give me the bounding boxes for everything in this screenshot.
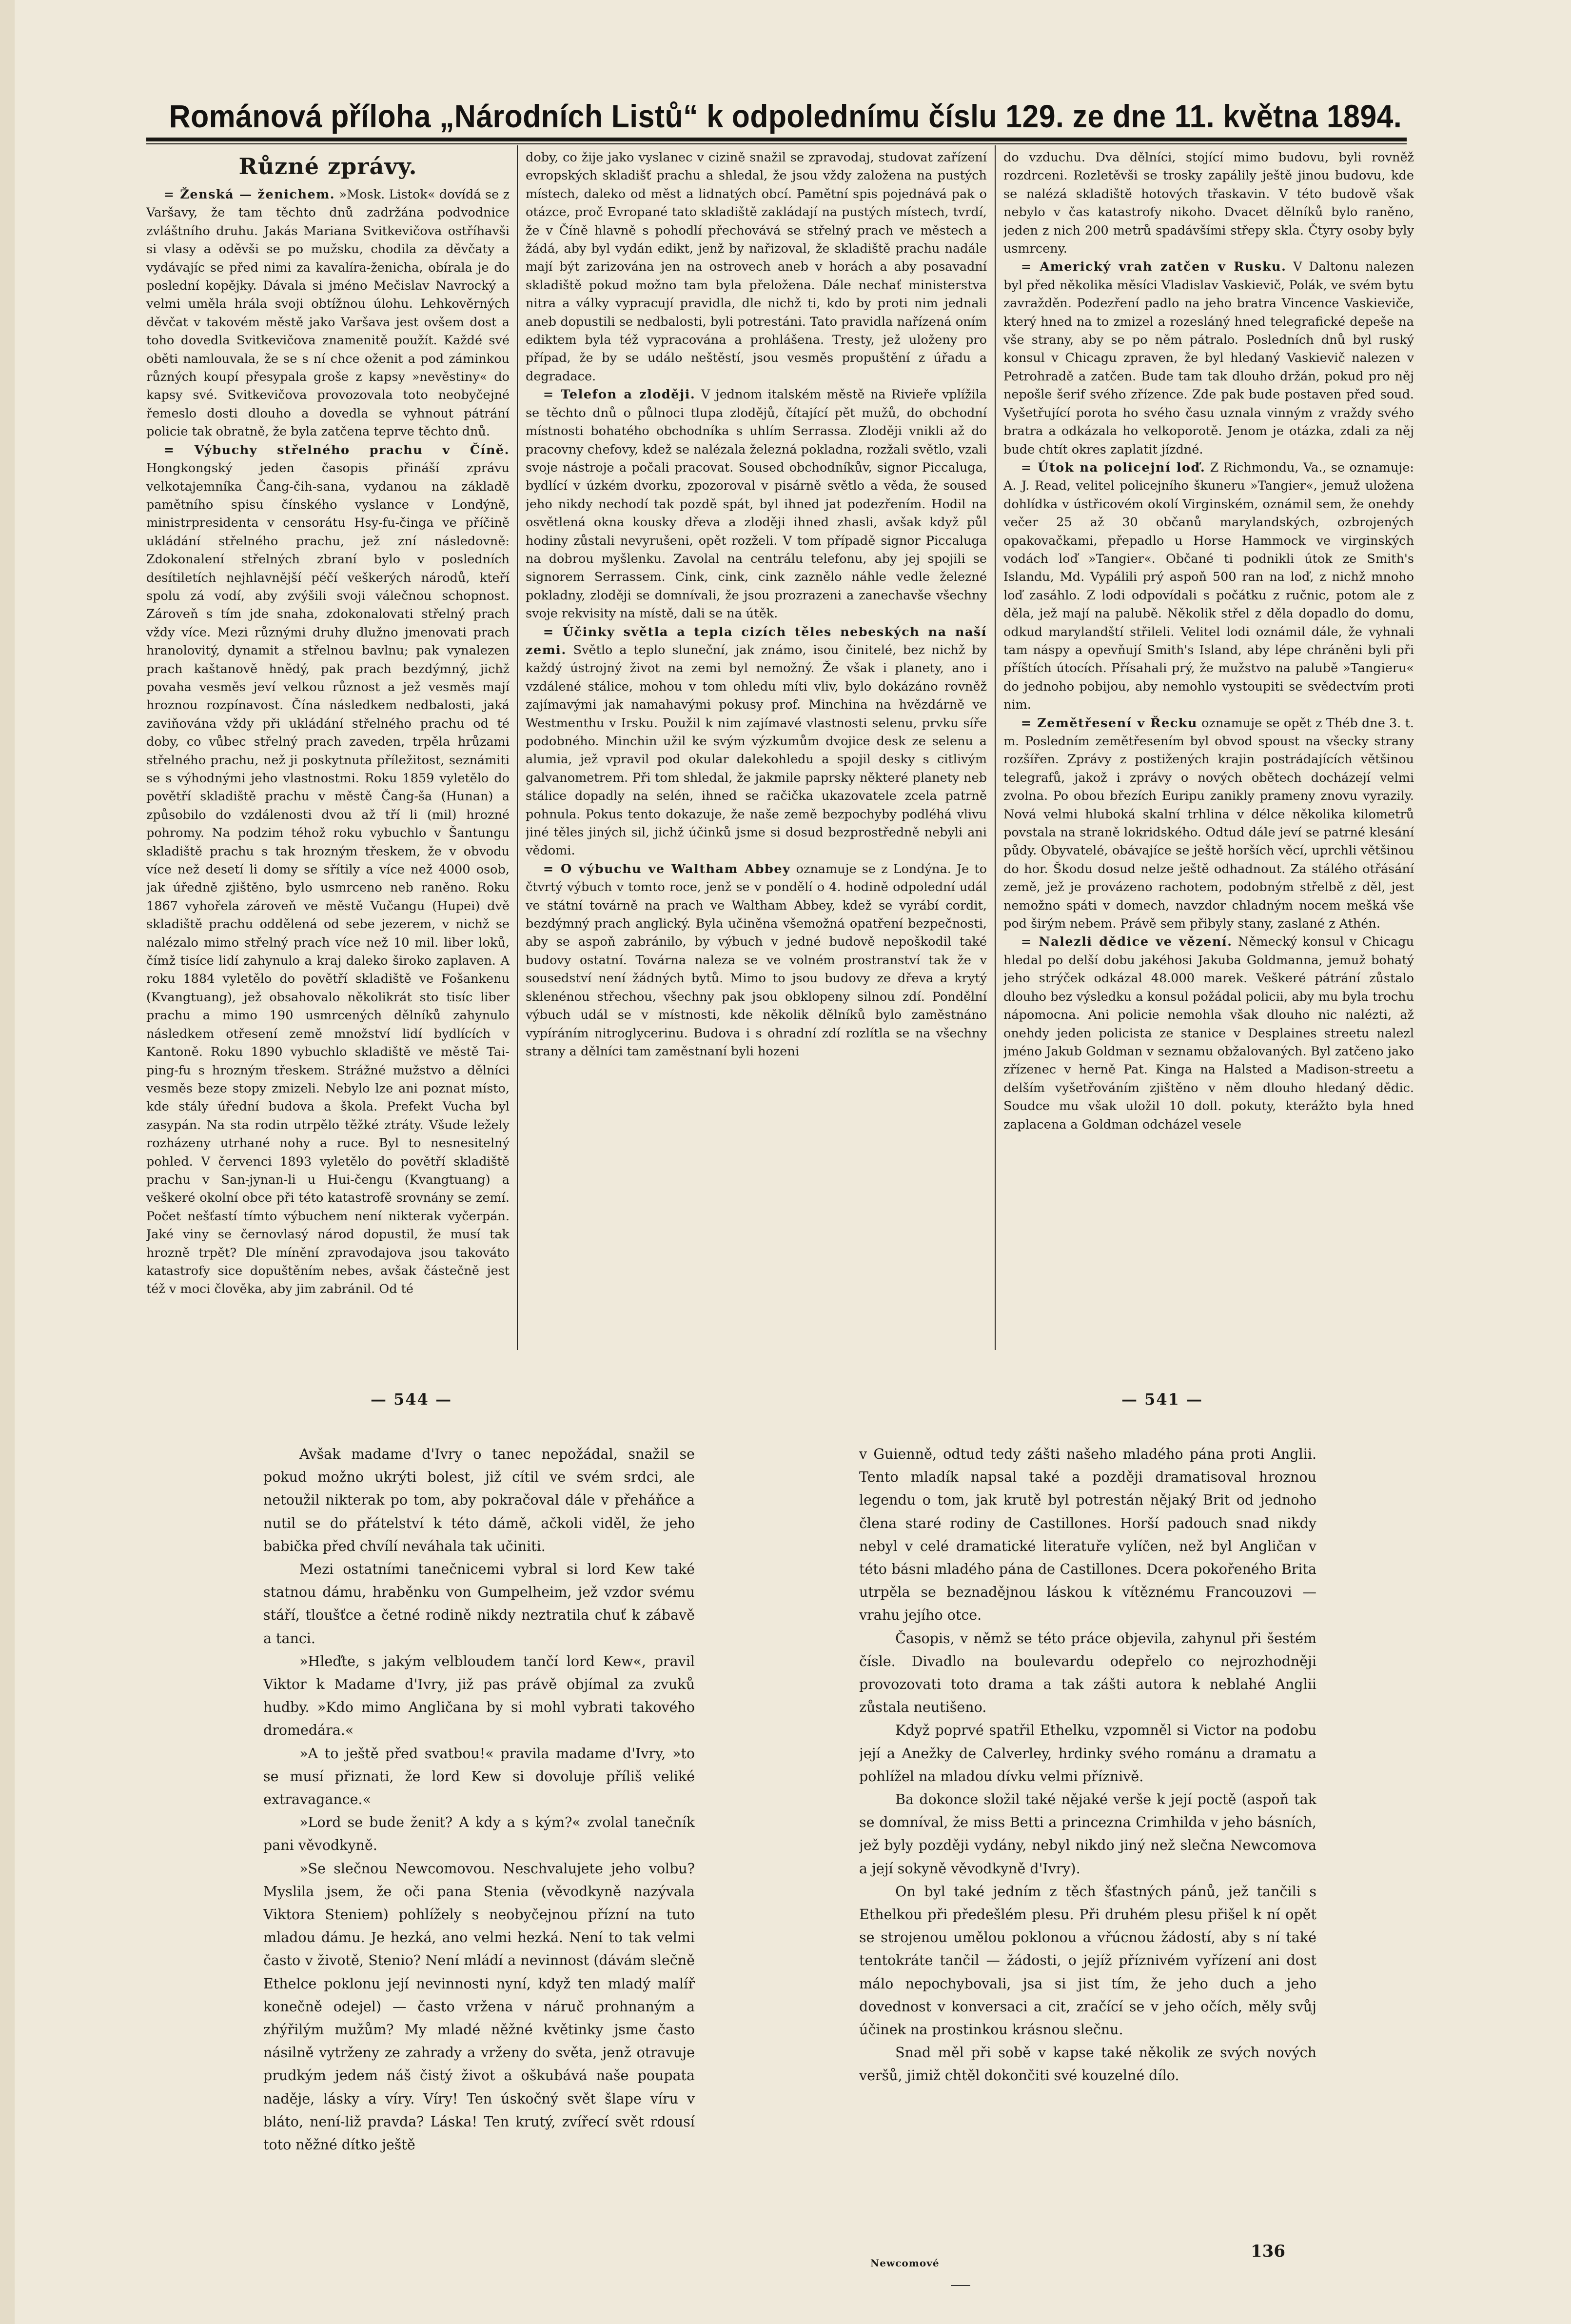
news-item bbox=[1003, 459, 1414, 715]
news-item-text: oznamuje se opět z Théb dne 3. t. m. Posledním zemětřesením byl obvod spoust na všecky strany rozšířen. Zprávy z postižených krajin postrádajících většinou telegrafů, jakož i zprávy o nových obětech docházejí velmi zvolna. Po obou březích Euripu zanikly prameny znovu vyrazily. Nová velmi hluboká skalní trhlina v délce několika kilometrů povstala na straně lokridského. Odtud dále jeví se patrné klesání půdy. Obyvatelé, obávajíce se ještě horších věcí, uprchli většinou do hor. Škodu dosud nelze ještě odhadnout. Za stálého otřásání země, jež je provázeno rachotem, podobným střelbě z děl, jest nemožno spáti v domech, navzdor chladným nocem mešká vše pod širým nebem. Právě sem přibyly stany, zaslané z Athén. bbox=[1003, 715, 1414, 932]
novel-paragraph: Ba dokonce složil také nějaké verše k její poctě (aspoň tak se domníval, že miss Betti a princezna Crimhilda v jeho básních, jež byly později vydány, nebyl nikdo jiný než slečna Newcomova a její sokyně věvodkyně d'Ivry). bbox=[859, 1791, 1316, 1877]
news-item-text: Z Richmondu, Va., se oznamuje: A. J. Read, velitel policejního škuneru »Tangier«, jemuž uložena dohlídka v ústřicovém okolí Virginském, oznámil sem, že onehdy večer 25 až 30 občanů marylandských, ozbrojených opakovačkami, přepadlo u Horse Hammock ve virginských vodách loď »Tangier«. Občané ti podnikli útok ze Smith's Islandu, Md. Vypálili prý aspoň 500 ran na loď, z nichž mnoho loď zasáhlo. Z lodi odpovídali s počátku z ručnic, potom ale z děla, jež mají na palubě. Několik střel z děla dopadlo do domu, odkud marylandští střileli. Velitel lodi oznámil dále, že vyhnali tam náspy a opevňují Smith's Island, aby lépe chráněni byli při příštích útocích. Přísahali prý, že mužstvo na palubě »Tangieru« do jednoho pobijou, aby nemohlo vystoupiti se svědectvím proti nim. bbox=[1003, 460, 1414, 713]
novel-paragraph: Avšak madame d'Ivry o tanec nepožádal, snažil se pokud možno ukrýti bolest, již cítil ve svém srdci, ale netoužil nikterak po tom, aby pokračoval dále v přeháňce a nutil se do přátelství k této dámě, ačkoli viděl, že jeho babička před chvílí neváhala tak učiniti. bbox=[263, 1446, 695, 1554]
news-item-text: V Daltonu nalezen byl před několika měsíci Vladislav Vaskievič, Polák, ve svém bytu zavražděn. Podezření padlo na jeho bratra Vincence Vaskieviče, který hned na to zmizel a rozesláný hned telegrafické depeše na vše strany, aby se po něm pátralo. Posledních dnů byl ruský konsul v Chicagu zpraven, že byl hledaný Vaskievič nalezen v Petrohradě a zatčen. Bude tam tak dlouho držán, pokud pro něj nepošle šerif svého zřízence. Zde pak bude postaven před soud. Vyšetřující porota ho svého času uznala vinným z vraždy svého bratra a odkázala ho velkoporotě. Jenom je otázka, zdali za něj bude chtít okres zaplatit jízdné. bbox=[1003, 259, 1414, 457]
masthead-rule-thick bbox=[146, 138, 1407, 141]
news-item-title: = Nalezli dědice ve vězení. bbox=[1021, 934, 1233, 950]
news-item-text: Německý konsul v Chicagu hledal po delší dobu jakéhosi Jakuba Goldmanna, jemuž bohatý jeho strýček odkázal 48.000 marek. Veškeré pátrání zůstalo dlouho bez výsledku a konsul požádal policii, aby mu byla trochu nápomocna. Ani policie nemohla však dlouho nic nalézti, až onehdy jeden policista ze stanice v Desplaines streetu nalezl jméno Jakub Goldman v seznamu obžalovaných. Byl zatčeno jako zřízenec v herně Pat. Kinga na Halsted a Madison-streetu a delším vyšetřováním zjištěno v něm dlouho hledaný dědic. Soudce mu však uložil 10 doll. pokuty, kterážto byla hned zaplacena a Goldman odcházel vesele bbox=[1003, 934, 1414, 1132]
news-column-3 bbox=[1003, 149, 1414, 1339]
novel-paragraph: »Se slečnou Newcomovou. Neschvalujete jeho volbu? Myslila jsem, že oči pana Stenia (věvodkyně nazývala Viktora Steniem) pohlížely s neobyčejnou přízní na tuto mladou dámu. Je hezká, ano velmi hezká. Není to tak velmi často v životě, Stenio? Není mládí a nevinnost (dávám slečně Ethelce poklonu její nevinnosti nyní, když ten mladý malíř konečně odejel) — často vržena v náruč prohnaným a zhýřilým mužům? My mladé něžné květinky jsme často násilně vytrženy ze zahrady a vrženy do světa, jenž otravuje prudkým jedem náš čistý život a oškubává naše poupata naděje, lásky a víry. Víry! Ten úskočný svět šlape víru v bláto, není-liž pravda? Láska! Ten krutý, zvířecí svět rdousí toto něžné dítko ještě bbox=[263, 1860, 695, 2153]
news-item bbox=[526, 623, 987, 860]
column-divider bbox=[517, 145, 518, 1350]
news-item bbox=[526, 149, 987, 386]
novel-paragraph: »A to ještě před svatbou!« pravila madame d'Ivry, »to se musí přiznati, že lord Kew si dovoluje příliš veliké extravagance.« bbox=[263, 1745, 695, 1808]
page-number-right: — 541 — bbox=[1121, 1390, 1203, 1409]
section-title: Různé zprávy. bbox=[238, 153, 417, 179]
novel-paragraph: Mezi ostatními tanečnicemi vybral si lord Kew také statnou dámu, hraběnku von Gumpelheim, jež vzdor svému stáří, tloušťce a četné rodině nikdy neztratila chuť k zábavě a tanci. bbox=[263, 1561, 695, 1647]
novel-column-right bbox=[859, 1443, 1316, 2272]
novel-paragraph: Snad měl při sobě v kapse také několik ze svých nových veršů, jimiž chtěl dokončiti své kouzelné dílo. bbox=[859, 2045, 1316, 2084]
novel-paragraph: On byl také jedním z těch šťastných pánů, jež tančili s Ethelkou při předešlém plesu. Při druhém plesu přišel k ní opět se strojenou umělou poklonou a vřúcnou žádostí, aby s ní také tentokráte tančil — žádosti, o jejíž příznivém vyřízení ani dost málo nepochybovali, jsa si jist tím, že jeho duch a jeho dovednost v konversaci a cit, zračící se v jeho očích, měly svůj účinek na prostinkou krásnou slečnu. bbox=[859, 1883, 1316, 2038]
page-number-left: — 544 — bbox=[371, 1390, 452, 1409]
news-item-title: = Telefon a zloději. bbox=[543, 387, 696, 402]
page-edge bbox=[0, 0, 15, 2324]
novel-paragraph: Když poprvé spatřil Ethelku, vzpomněl si Victor na podobu její a Anežky de Calverley, hrdinky svého románu a dramatu a pohlížel na mladou dívku velmi příznivě. bbox=[859, 1722, 1316, 1785]
news-item bbox=[1003, 149, 1414, 258]
news-item-text: »Mosk. Listok« dovídá se z Varšavy, že tam těchto dnů zadržána podvodnice zvláštního druhu. Jakás Mariana Svitkevičova ostříhavši si vlasy a oděvši se po mužsku, chodila za děvčaty a vydávajíc se před nimi za kavalíra-ženicha, obírala je do poslední kopějky. Dávala si jméno Mečislav Navrocký a velmi uměla hrála svoji obtížnou úlohu. Lehkověrných děvčat v takovém městě jako Varšava jest ovšem dost a toho dovedla Svitkevičova znamenitě použít. Každé své oběti namlouvala, že se s ní chce oženit a pod záminkou různých koupí přesypala groše z kapsy »nevěstiny« do kapsy své. Svitkevičova provozovala toto neobyčejné řemeslo dosti dlouho a dovedla se vyhnout pátrání policie tak obratně, že byla zatčena teprve těchto dnů. bbox=[146, 187, 510, 439]
masthead-rule-thin bbox=[146, 143, 1407, 144]
news-item-text: V jednom italském městě na Rivieře vplížila se těchto dnů o půlnoci tlupa zlodějů, čítající pět mužů, do obchodní místnosti bohatého obchodníka s uhlím Serrassa. Zloději vnikli až do pracovny chefovy, kdež se nalézala železná pokladna, rozžali světlo, vzali svoje nástroje a počali pracovat. Soused obchodníkův, signor Piccaluga, bydlící v úzkém dvorku, zpozoroval v pisárně světlo a věda, že soused jeho nikdy nechodí tak pozdě spát, byl ihned jat podezřením. Hodil na osvětlená okna kousky dřeva a zloději ihned zhasli, avšak když půl hodiny zůstali nevyrušeni, opět rozželi. V tom případě signor Piccaluga na dobrou myšlenku. Zavolal na centrálu telefonu, aby jej spojili se signorem Serrassem. Cink, cink, cink zaznělo náhle vedle železné pokladny, zloději se domnívali, že jsou prozrazeni a zanechavše všechny svoje rekvisity na místě, dali se na útěk. bbox=[526, 387, 987, 621]
masthead: Románová příloha „Národních Listů“ k odpolednímu číslu 129. ze dne 11. května 1894. bbox=[169, 98, 1402, 134]
novel-paragraph: v Guienně, odtud tedy zášti našeho mladého pána proti Anglii. Tento mladík napsal také a později dramatisoval hroznou legendu o tom, jak krutě byl potrestán nějaký Brit od jednoho člena staré rodiny de Castillones. Horší padouch snad nikdy nebyl v celé dramatické literatuře vylíčen, než byl Angličan v této básni mladého pána de Castillones. Dcera pokořeného Brita utrpěla se beznadějnou láskou k vítěznému Francouzovi — vrahu jejího otce. bbox=[859, 1446, 1316, 1624]
news-item bbox=[1003, 258, 1414, 458]
news-item bbox=[526, 386, 987, 623]
news-item-title: = O výbuchu ve Waltham Abbey bbox=[543, 861, 791, 876]
news-item-title: = Útok na policejní loď. bbox=[1021, 460, 1206, 475]
news-item-title: = Zemětřesení v Řecku bbox=[1021, 715, 1198, 731]
news-item-title: = Účinky světla a tepla cizích těles nebeských na naší zemi. bbox=[526, 624, 987, 657]
news-item-text: Světlo a teplo sluneční, jak známo, isou činitelé, bez nichž by každý ústrojný život na zemi byl nemožný. Že však i planety, ano i vzdálené stálice, mohou v tom ohledu míti vliv, bylo dokázáno rovněž zajímavými jak namahavými pokusy prof. Minchina na hvězdárně ve Westmenthu v Irsku. Použil k nim zajímavé vlastnosti selenu, prvku síře podobného. Minchin užil ke svým výzkumům dvojice desk ze selenu a alumia, jež vpravil pod okular dalekohledu a spojil desky s citlivým galvanometrem. Při tom shledal, že jakmile paprsky některé planety neb stálice dopadly na selén, ihned se račička ukazovatele zcela patrně pohnula. Pokus tento dokazuje, že naše země bezpochyby podléhá vlivu jiné těles jiných sil, jichž účinků jsme si dosud bezprostředně nebyli ani vědomi. bbox=[526, 642, 987, 858]
sheet-number: 136 bbox=[1251, 2242, 1285, 2261]
news-item bbox=[146, 186, 510, 441]
news-item bbox=[146, 441, 510, 1299]
news-item-text: doby, co žije jako vyslanec v cizině snažil se zpravodaj, studovat zařízení evropských skladišť prachu a shledal, že jsou vždy založena na pustých místech, daleko od měst a lidnatých obcí. Pamětní spis pojednává pak o otázce, proč Evropané tato skladiště zakládají na pustých místech, tvrdí, že v Číně hlavně s pohodlí přechovává se střelný prach ve městech a žádá, aby byl vydán edikt, jenž by nařizoval, že skladiště prachu nadále mají být zarizována jen na ostrovech aneb v horách a aby posavadní skladiště pokud možno tam byla přeložena. Dále nechať ministerstva nitra a války vypracují pravidla, dle nichž ti, kdo by proti nim jednali aneb dopustili se nedbalosti, byli potrestáni. Tato pravidla nařízená oním ediktem byla též vypracována a prohlášena. Tresty, jež uloženy pro případ, že by se událo neštěstí, jsou vesměs propuštění z úřadu a degradace. bbox=[526, 150, 987, 384]
news-item-title: = Americký vrah zatčen v Rusku. bbox=[1021, 259, 1287, 275]
news-column-1 bbox=[146, 149, 510, 1339]
column-divider bbox=[995, 145, 996, 1350]
novel-paragraph: »Lord se bude ženit? A kdy a s kým?« zvolal tanečník pani věvodkyně. bbox=[263, 1814, 695, 1854]
news-item bbox=[526, 860, 987, 1061]
news-column-2 bbox=[526, 149, 987, 1339]
news-item bbox=[1003, 933, 1414, 1133]
signature-mark: Newcomové bbox=[870, 2257, 940, 2269]
news-item-text: oznamuje se z Londýna. Je to čtvrtý výbuch v tomto roce, jenž se v pondělí o 4. hodině odpolední udál ve státní továrně na prach ve Waltham Abbey, kdež se vyrábí cordit, bezdýmný prach anglický. Byla učiněna všemožná opatření bezpečnosti, aby se aspoň zabránilo, by výbuch v jedné budově nepoškodil také budovy ostatní. Továrna naleza se ve volném prostranství tak že v sousedství není žádných bytů. Mimo to jsou budovy ze dřeva a krytý sklenénou střechou, všechny pak jsou obklopeny silnou zdí. Pondělní výbuch udál se v místnosti, kde několik dělníků bylo zaměstnáno vypíráním nitroglycerinu. Budova i s ohradní zdí rozlítla se na všechny strany a dělníci tam zaměstnaní byli hozeni bbox=[526, 861, 987, 1059]
novel-paragraph: »Hleďte, s jakým velbloudem tančí lord Kew«, pravil Viktor k Madame d'Ivry, již pas právě objímal za zvuků hudby. »Kdo mimo Angličana by si mohl vybrati takového dromedára.« bbox=[263, 1653, 695, 1739]
novel-paragraph: Časopis, v němž se této práce objevila, zahynul při šestém čísle. Divadlo na boulevardu odepřelo co nejrozhodněji provozovati toto drama a tak zášti autora k neblahé Anglii zůstala neutišeno. bbox=[859, 1630, 1316, 1716]
novel-column-left bbox=[263, 1443, 695, 2272]
news-item bbox=[1003, 715, 1414, 934]
news-item-title: = Výbuchy střelného prachu v Číně. bbox=[163, 442, 510, 457]
footer-mark bbox=[951, 2285, 970, 2286]
news-item-text: do vzduchu. Dva dělníci, stojící mimo budovu, byli rovněž rozdrceni. Rozletěvši se trosky zapálily ještě jinou budovu, kde se nalézá skladiště hotových třaskavin. V této budově však nebylo v čas katastrofy nikoho. Dvacet dělníků bylo raněno, jeden z nich 200 metrů spadávšími střepy skla. Čtyry osoby byly usmrceny. bbox=[1003, 150, 1414, 257]
news-item-title: = Ženská — ženichem. bbox=[163, 187, 335, 202]
news-item-text: Hongkongský jeden časopis přináší zprávu velkotajemníka Čang-čih-sana, vydanou na základě pamětního spisu čínského vyslance v Londýně, ministrpresidenta v censorátu Hsy-fu-činga ve příčině ukládání střelného prachu, jež zní následovně: Zdokonalení střelných zbraní bylo v posledních desítiletích nejhlavnější péčí veškerých národů, kteří spolu zá vodí, aby zvýšili svoji válečnou schopnost. Zároveň s tím jde snaha, zdokonalovati střelný prach vždy více. Mezi různými druhy dlužno jmenovati prach hranolovitý, dynamit a střelnou bavlnu; pak vynalezen prach kaštanově hnědý, pak prach bezdýmný, jichž povaha vesměs jeví velkou různost a jež vesměs mají hroznou rozpínavost. Čína následkem nedbalosti, jaká zaviňována vždy při ukládání střelného prachu od té doby, co vůbec střelný prach zaveden, trpěla hrůzami střelného prachu, než ji poskytnuta příležitost, seznámiti se s výhodnými jeho vlastnostmi. Roku 1859 vyletělo do povětří skladiště prachu v městě Čang-ša (Hunan) a způsobilo do vzdálenosti dvou až tří li (mil) hrozné pohromy. Na podzim téhož roku vybuchlo v Šantungu skladiště prachu s tak hrozným třeskem, že v obvodu více než desetí li domy se sřítily a více než 4000 osob, jak úředně zjištěno, bylo usmrceno neb raněno. Roku 1867 vyhořela zároveň ve městě Vučangu (Hupei) dvě skladiště prachu oddělená od sebe jezerem, v nichž se nalézalo mimo střelný prach více než 10 mil. liber loků, čímž tisíce lidí zahynulo a kraj daleko široko zaplaven. A roku 1884 vyletělo do povětří skladiště ve Fošankenu (Kvangtuang), jež obsahovalo několikrát sto tisíc liber prachu a mimo 190 usmrcených dělníků zahynulo následkem otřesení země množství lidí bydlících v Kantoně. Roku 1890 vybuchlo skladiště ve městě Tai-ping-fu s hrozným třeskem. Strážné mužstvo a dělníci vesměs beze stopy zmizeli. Nebylo lze ani poznat místo, kde stály úřední budova a škola. Prefekt Vucha byl zasypán. Na sta rodin utrpělo těžké ztráty. Všude ležely rozházeny utrhané nohy a ruce. Byl to nesnesitelný pohled. V červenci 1893 vyletělo do povětří skladiště prachu v San-jynan-li u Hui-čengu (Kvangtuang) a veškeré okolní obce při této katastrofě srovnány se zemí. Počet nešťastí tímto výbuchem není nikterak vyčerpán. Jaké viny se černovlasý národ dopustil, že musí tak hrozně trpět? Dle mínění zpravodajova jsou takováto katastrofy sice dopuštěním nebes, avšak částečně jest též v moci člověka, aby jim zabránil. Od té bbox=[146, 461, 510, 1297]
